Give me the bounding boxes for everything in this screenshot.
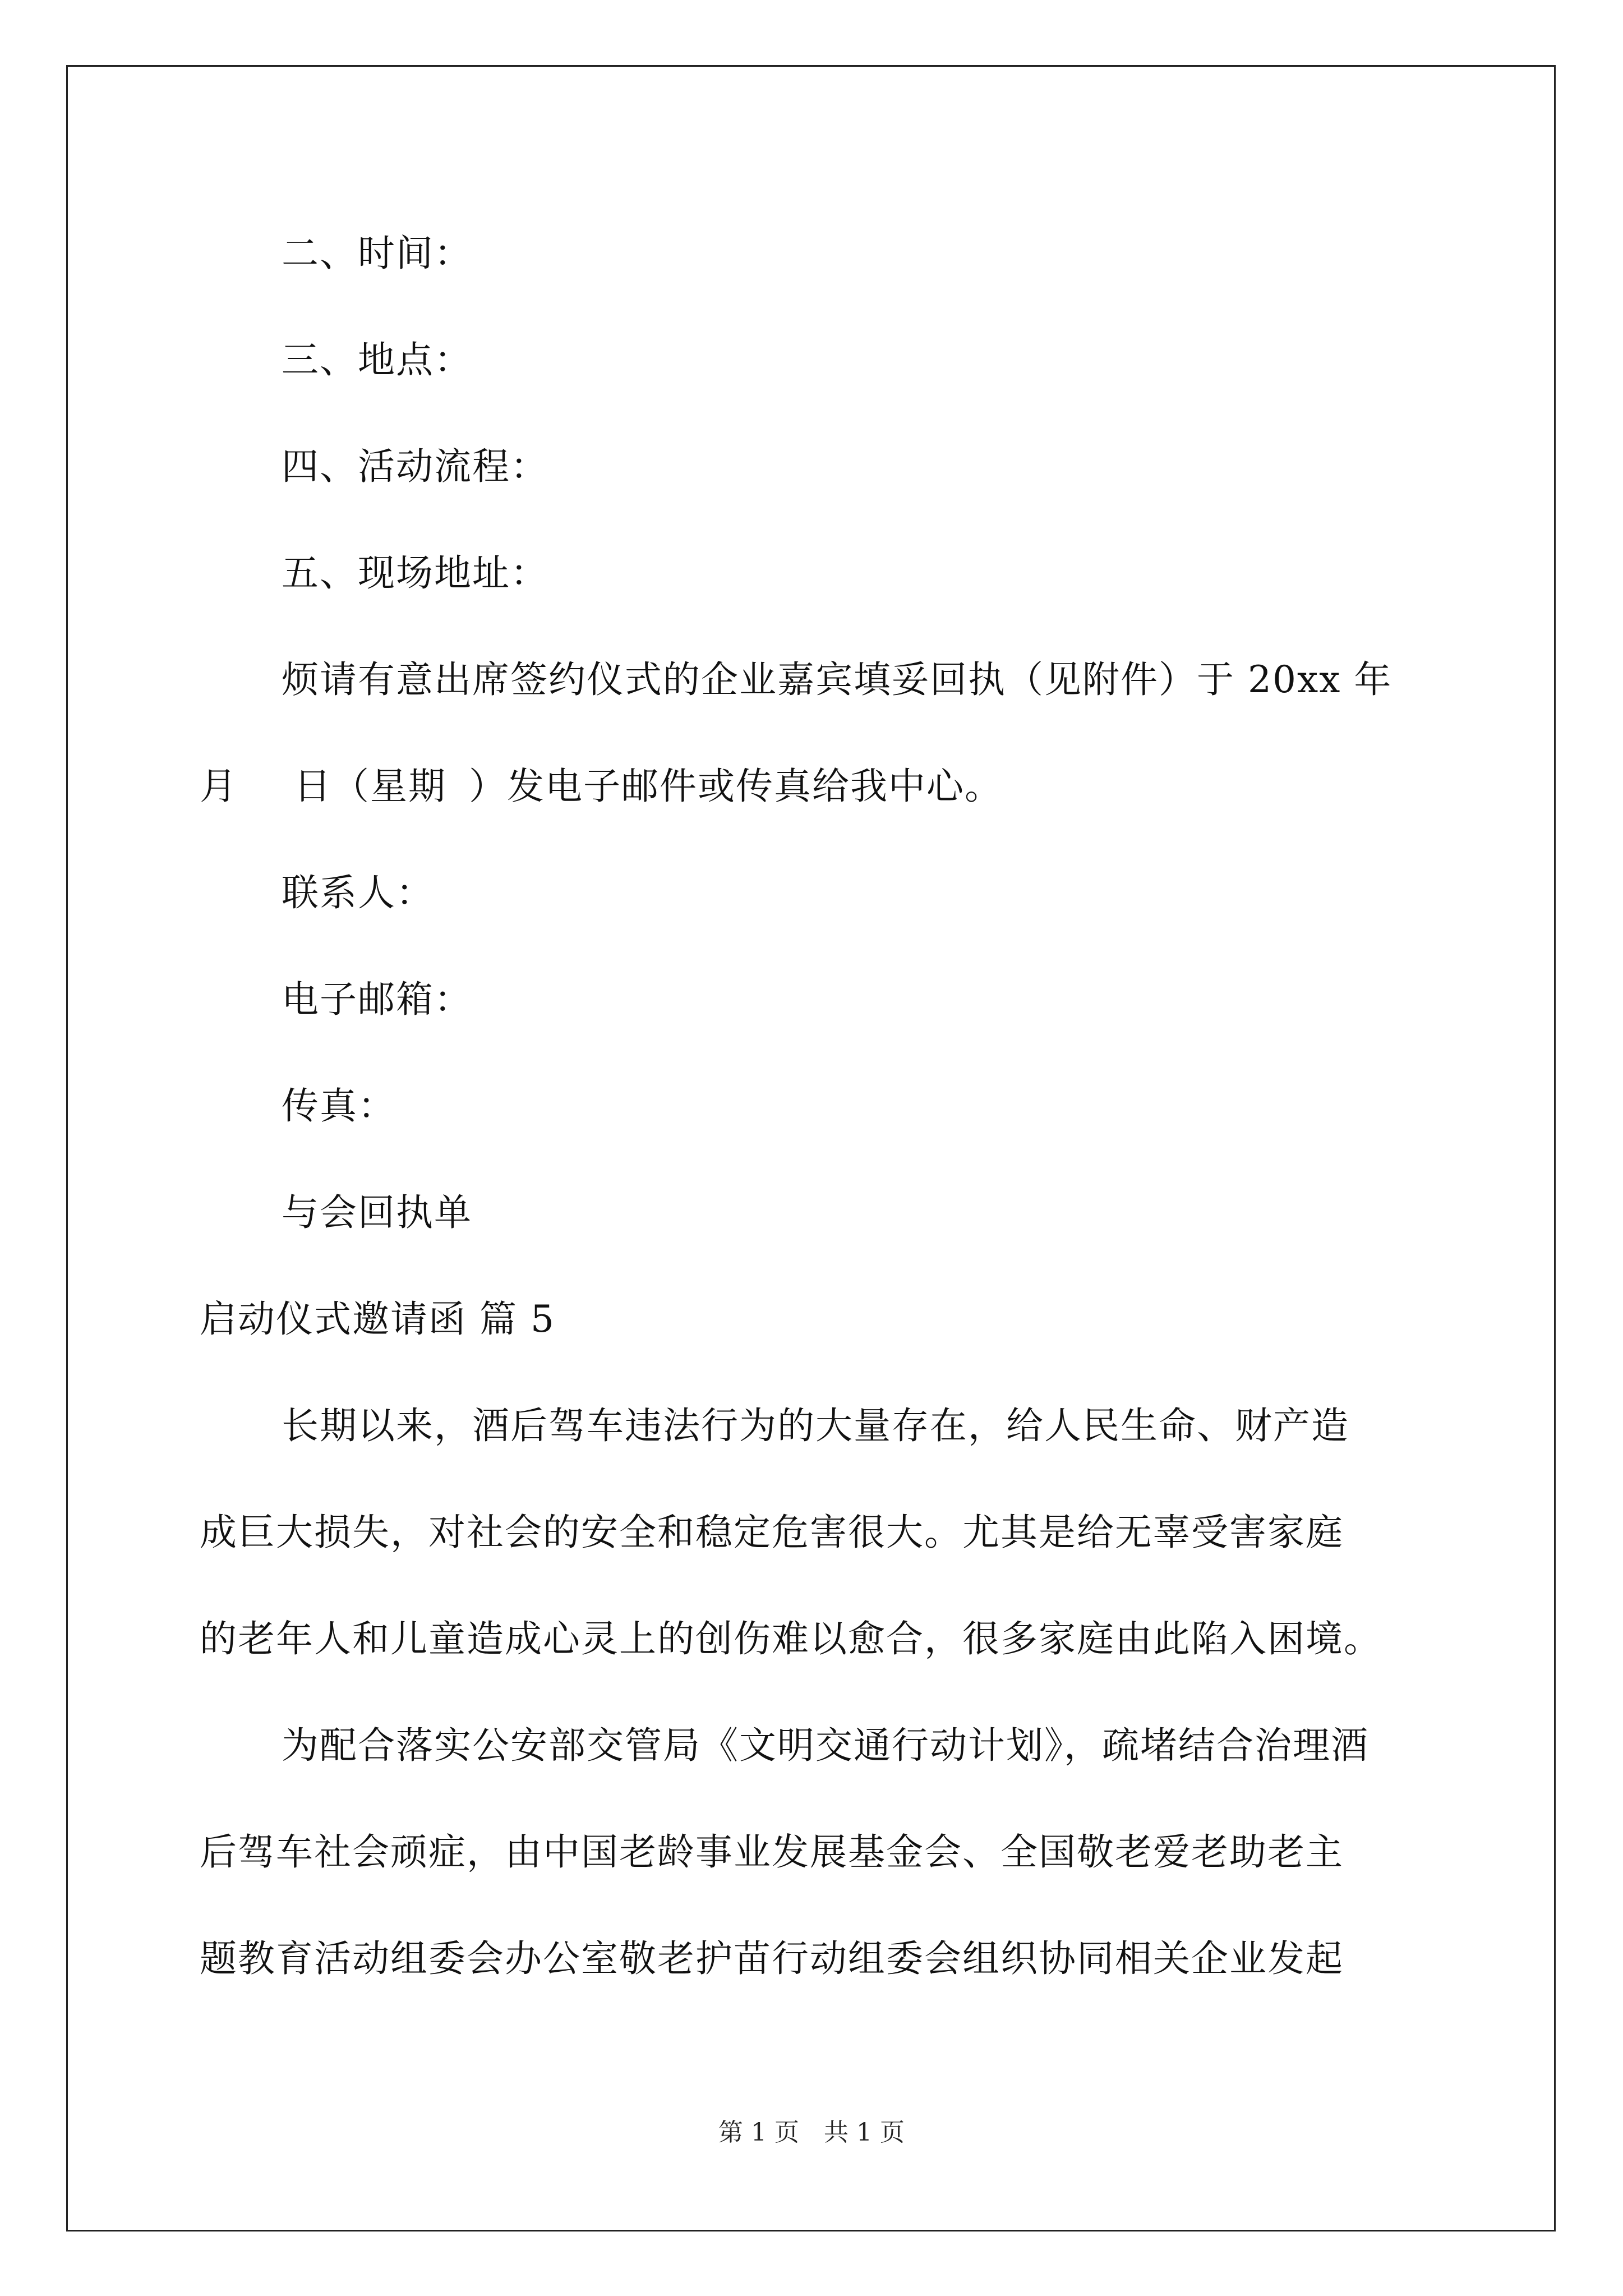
contact-email: 电子邮箱： [282,978,472,1021]
section-process: 四、活动流程： [282,445,548,488]
body-paragraph-1-line-2: 成巨大损失，对社会的安全和稳定危害很大。尤其是给无辜受害家庭 [200,1511,1344,1554]
section-location: 三、地点： [282,338,472,381]
weekday-label: 日（星期 [294,765,446,808]
body-paragraph-2-line-3: 题教育活动组委会办公室敬老护苗行动组委会组织协同相关企业发起 [200,1937,1344,1980]
rsvp-method: ）发电子邮件或传真给我中心。 [469,765,1003,808]
body-paragraph-2-line-2: 后驾车社会顽症，由中国老龄事业发展基金会、全国敬老爱老助老主 [200,1830,1344,1874]
contact-person: 联系人： [282,871,434,914]
body-paragraph-2-line-1: 为配合落实公安部交管局《文明交通行动计划》，疏堵结合治理酒 [282,1724,1369,1767]
month-label: 月 [200,765,238,808]
reply-form-title: 与会回执单 [282,1191,472,1234]
section-heading: 启动仪式邀请函 篇 5 [200,1297,555,1341]
page-border [66,65,1556,2231]
page-footer: 第 1 页 共 1 页 [718,2118,905,2147]
contact-fax: 传真： [282,1084,396,1128]
section-time: 二、时间： [282,232,472,275]
body-paragraph-1-line-3: 的老年人和儿童造成心灵上的创伤难以愈合，很多家庭由此陷入困境。 [200,1617,1382,1660]
rsvp-paragraph-line-2 [200,764,1003,809]
section-address: 五、现场地址： [282,551,548,595]
rsvp-paragraph-line-1: 烦请有意出席签约仪式的企业嘉宾填妥回执（见附件）于 20xx 年 [282,658,1393,701]
body-paragraph-1-line-1: 长期以来，酒后驾车违法行为的大量存在，给人民生命、财产造 [282,1404,1349,1447]
